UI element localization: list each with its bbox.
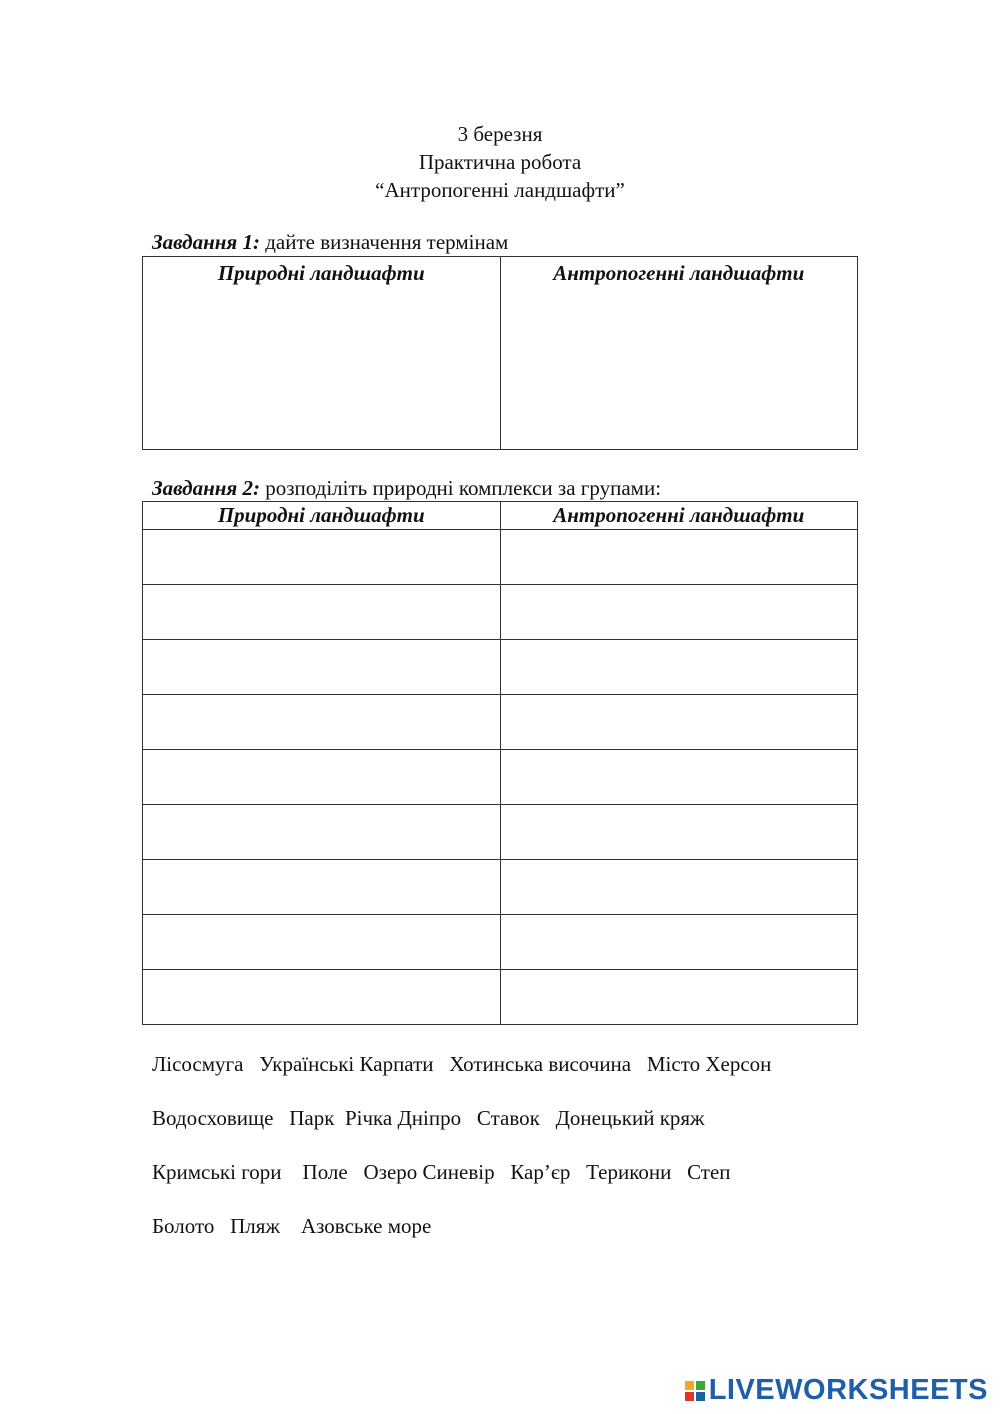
answer-cell-anthropogenic[interactable]: [500, 915, 858, 970]
task2-title: [152, 476, 661, 501]
task2-text: розподіліть природні комплекси за групами:: [259, 476, 662, 500]
grouping-table-body: [143, 530, 858, 1025]
answer-cell-natural[interactable]: [143, 805, 501, 860]
answer-cell-anthropogenic[interactable]: [500, 640, 858, 695]
answer-cell-anthropogenic[interactable]: [500, 805, 858, 860]
word-line-3: Кримські гори Поле Озеро Синевір Кар’єр Терикони Степ: [152, 1160, 731, 1184]
answer-cell-anthropogenic[interactable]: [500, 585, 858, 640]
table-row: [143, 750, 858, 805]
liveworksheets-logo[interactable]: [685, 1374, 988, 1407]
date-line: 3 березня: [457, 122, 543, 146]
task1-text: дайте визначення термінам: [259, 230, 509, 254]
answer-cell-natural[interactable]: [143, 970, 501, 1025]
answer-cell-natural[interactable]: [143, 640, 501, 695]
answer-cell-natural[interactable]: [143, 530, 501, 585]
table1-col-natural[interactable]: [143, 257, 501, 450]
task2-label: Завдання 2:: [152, 476, 260, 500]
answer-cell-anthropogenic[interactable]: [500, 695, 858, 750]
task1-label: Завдання 1:: [152, 230, 260, 254]
answer-cell-anthropogenic[interactable]: [500, 860, 858, 915]
answer-cell-natural[interactable]: [143, 585, 501, 640]
logo-mark-icon: [685, 1381, 705, 1401]
table-row: [143, 860, 858, 915]
work-subtitle: “Антропогенні ландшафти”: [375, 178, 625, 202]
grouping-table: [142, 501, 858, 1025]
worksheet-header: [0, 120, 1000, 204]
table-row: [143, 805, 858, 860]
word-line-2: Водосховище Парк Річка Дніпро Ставок Донецький кряж: [152, 1106, 705, 1130]
answer-cell-anthropogenic[interactable]: [500, 750, 858, 805]
table-row: [143, 695, 858, 750]
table1-header-anthropogenic: Антропогенні ландшафти: [553, 261, 805, 285]
work-title: Практична робота: [418, 150, 582, 174]
logo-text: LIVEWORKSHEETS: [708, 1374, 988, 1406]
word-line-4: Болото Пляж Азовське море: [152, 1214, 432, 1238]
table-row: [143, 915, 858, 970]
table2-header-anthropogenic: Антропогенні ландшафти: [500, 502, 858, 530]
table-row: [143, 530, 858, 585]
table1-col-anthropogenic[interactable]: [500, 257, 858, 450]
answer-cell-natural[interactable]: [143, 695, 501, 750]
table-row: [143, 585, 858, 640]
answer-cell-anthropogenic[interactable]: [500, 970, 858, 1025]
table2-header-natural: Природні ландшафти: [143, 502, 501, 530]
definitions-table: [142, 256, 858, 450]
table1-header-natural: Природні ландшафти: [217, 261, 425, 285]
answer-cell-anthropogenic[interactable]: [500, 530, 858, 585]
answer-cell-natural[interactable]: [143, 915, 501, 970]
answer-cell-natural[interactable]: [143, 860, 501, 915]
task1-title: [152, 230, 508, 255]
answer-cell-natural[interactable]: [143, 750, 501, 805]
word-line-1: Лісосмуга Українські Карпати Хотинська височина Місто Херсон: [152, 1052, 772, 1076]
table-row: [143, 640, 858, 695]
table-row: [143, 970, 858, 1025]
